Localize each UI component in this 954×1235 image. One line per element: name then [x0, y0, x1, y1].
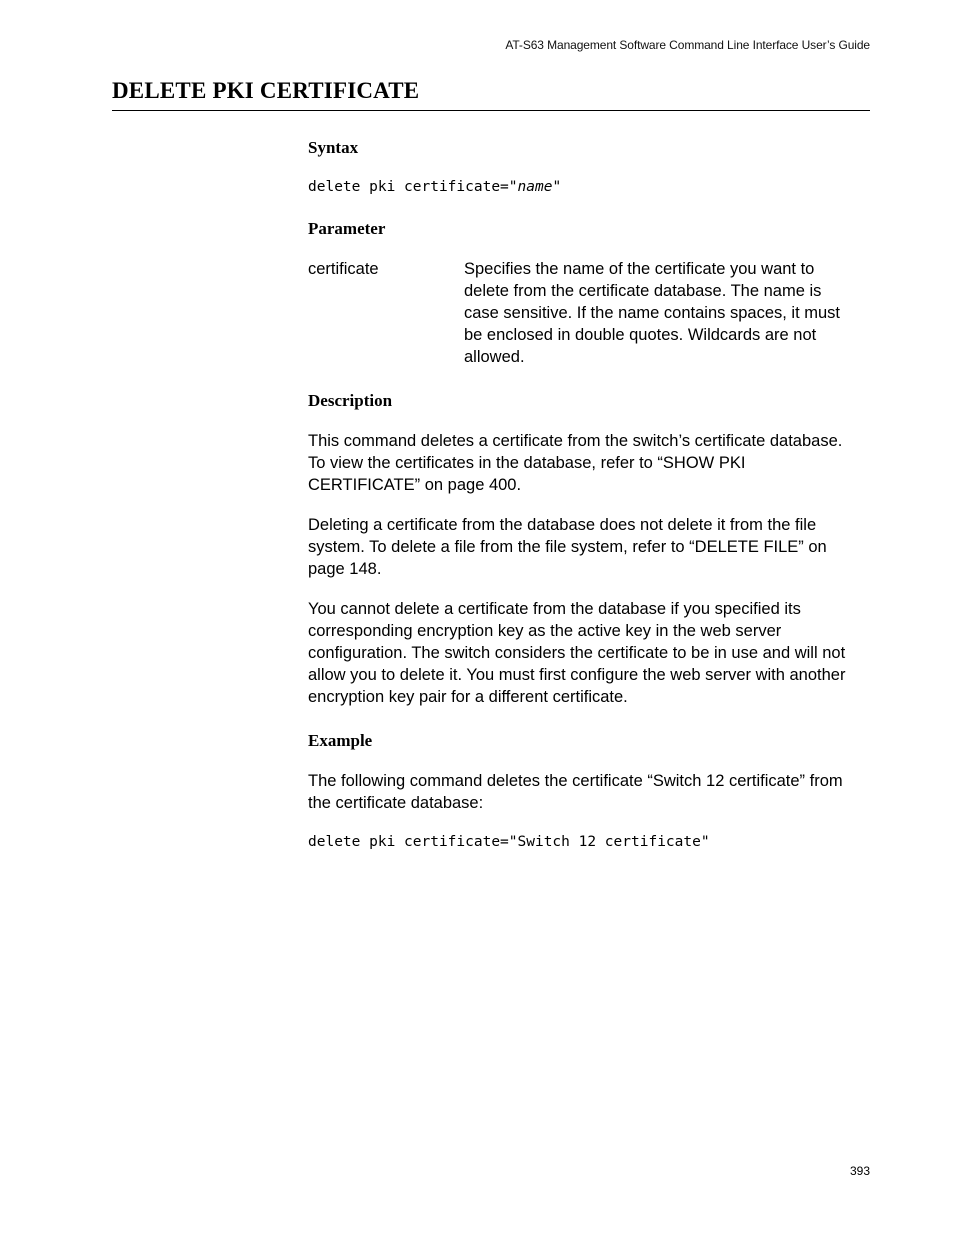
description-paragraph-1: This command deletes a certificate from the switch’s certificate database. To view the certificates in the database, refer to “SHOW PKI CERTIFICATE” on page 400.: [308, 432, 843, 494]
syntax-heading: Syntax: [308, 138, 359, 157]
parameter-row: [308, 258, 860, 368]
description-paragraph-3: You cannot delete a certificate from the database if you specified its corresponding encryption key as the active key in the web server configuration. The switch considers the certificate to be in use and will not allow you to delete it. You must first configure the web server with another encryption key pair for a different certificate.: [308, 600, 846, 706]
syntax-command-suffix: ": [552, 179, 562, 195]
example-command: delete pki certificate="Switch 12 certificate": [308, 834, 710, 850]
parameter-heading: Parameter: [308, 219, 386, 238]
parameter-name: certificate: [308, 260, 379, 278]
running-header: AT-S63 Management Software Command Line Interface User’s Guide: [505, 38, 870, 52]
syntax-command-prefix: delete pki certificate=": [308, 179, 518, 195]
title-divider: [112, 110, 870, 111]
syntax-command: [308, 177, 860, 197]
example-text: The following command deletes the certificate “Switch 12 certificate” from the certificate database:: [308, 772, 843, 812]
parameter-description: Specifies the name of the certificate you want to delete from the certificate database. The name is case sensitive. If the name contains spaces, it must be enclosed in double quotes. Wildcards are not allowed.: [464, 260, 841, 366]
description-heading: Description: [308, 391, 393, 410]
description-paragraph-2: Deleting a certificate from the database does not delete it from the file system. To delete a file from the file system, refer to “DELETE FILE” on page 148.: [308, 516, 827, 578]
page-title: DELETE PKI CERTIFICATE: [112, 78, 420, 103]
main-content: [308, 137, 860, 852]
example-heading: Example: [308, 731, 373, 750]
syntax-command-placeholder: name: [517, 179, 553, 195]
page-number: 393: [849, 1164, 870, 1178]
